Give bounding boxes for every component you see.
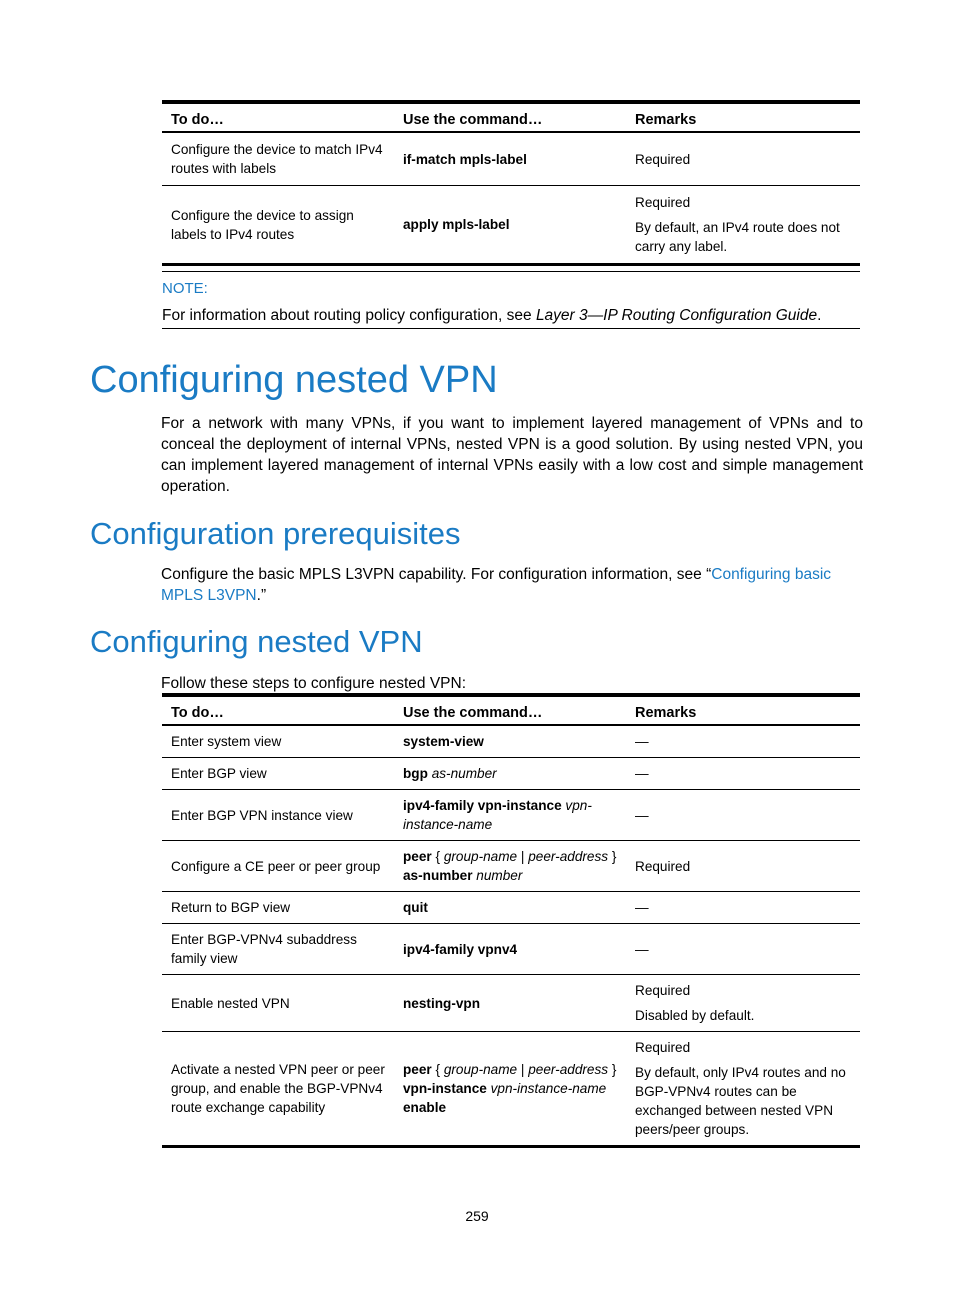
remark-text: Required: [635, 1040, 691, 1055]
remarks-cell: [626, 725, 860, 758]
command-cell: [394, 132, 626, 186]
todo-cell: Enter system view: [162, 725, 394, 758]
remarks-cell: [626, 892, 860, 924]
todo-cell: Configure a CE peer or peer group: [162, 841, 394, 892]
command-syntax: {: [431, 1062, 444, 1077]
prerequisites-paragraph: [161, 564, 863, 606]
todo-cell: Activate a nested VPN peer or peer group, and enable the BGP-VPNv4 route exchange capability: [171, 1062, 385, 1115]
remarks-cell: [626, 758, 860, 790]
command-cell: [394, 1032, 626, 1147]
table-row: [162, 758, 860, 790]
header-todo: To do…: [162, 695, 394, 725]
command-keyword: apply mpls-label: [403, 217, 510, 232]
table-row: [162, 924, 860, 975]
header-remarks: Remarks: [626, 102, 860, 132]
section-title-nested-vpn: Configuring nested VPN: [90, 359, 498, 401]
note-text-after: .: [817, 307, 822, 324]
page-number: 259: [465, 1208, 489, 1224]
command-syntax: |: [517, 1062, 529, 1077]
header-command: Use the command…: [394, 102, 626, 132]
remark-text: Required: [635, 858, 691, 874]
remarks-cell: [626, 186, 860, 265]
section-title-configuring-nested-vpn: Configuring nested VPN: [90, 624, 423, 659]
remarks-cell: [626, 790, 860, 841]
command-argument: peer-address: [528, 849, 609, 864]
prereq-text-before: Configure the basic MPLS L3VPN capability. For configuration information, see “: [161, 566, 712, 583]
command-keyword: enable: [403, 1100, 447, 1115]
routing-policy-table: [162, 100, 860, 266]
todo-cell: Enter BGP view: [162, 758, 394, 790]
command-cell: [394, 975, 626, 1032]
command-argument: peer-address: [528, 1062, 609, 1077]
table-row: [162, 725, 860, 758]
remark-text: —: [635, 734, 649, 749]
nested-vpn-steps-table: [162, 693, 860, 1148]
remark-text: —: [635, 766, 649, 781]
remark-text: By default, an IPv4 route does not carry any label.: [635, 220, 840, 254]
command-keyword: peer: [403, 1062, 432, 1077]
todo-cell: Configure the device to match IPv4 routes with labels: [162, 132, 394, 186]
table-row: [162, 975, 860, 1032]
command-keyword: quit: [403, 900, 428, 915]
note-box: [162, 271, 860, 329]
command-argument: vpn-instance-name: [490, 1081, 607, 1096]
steps-intro: Follow these steps to configure nested VPN:: [161, 675, 466, 692]
command-cell: [394, 758, 626, 790]
section-intro-paragraph: For a network with many VPNs, if you want to implement layered management of VPNs and to conceal the deployment of internal VPNs, nested VPN is a good solution. By using nested VPN, you can implement layered management of internal VPNs easily with a low cost and simple management operation.: [161, 415, 863, 495]
table-row: [162, 132, 860, 186]
remarks-cell: [626, 841, 860, 892]
command-syntax: |: [517, 849, 529, 864]
command-cell: [394, 841, 626, 892]
command-keyword: peer: [403, 849, 432, 864]
command-argument: group-name: [443, 1062, 518, 1077]
remark-text: —: [635, 900, 649, 915]
command-cell: [394, 790, 626, 841]
remark-text: —: [635, 807, 649, 823]
table-body: [162, 132, 860, 265]
command-cell: [394, 892, 626, 924]
command-argument: number: [476, 868, 523, 883]
command-syntax: }: [608, 849, 617, 864]
remark-text: By default, only IPv4 routes and no BGP-VPNv4 routes can be exchanged between nested VPN peers/peer groups.: [635, 1065, 846, 1137]
remarks-cell: [626, 132, 860, 186]
command-keyword: system-view: [403, 734, 484, 749]
table-body: [162, 725, 860, 1147]
remark-text: Required: [635, 195, 691, 210]
header-todo: To do…: [162, 102, 394, 132]
todo-cell: Return to BGP view: [162, 892, 394, 924]
command-keyword: bgp: [403, 766, 432, 781]
todo-cell: Configure the device to assign labels to IPv4 routes: [171, 207, 354, 242]
command-keyword: as-number: [403, 868, 477, 883]
guide-reference: Layer 3—IP Routing Configuration Guide: [535, 307, 818, 324]
section-title-prerequisites: Configuration prerequisites: [90, 516, 461, 551]
command-argument: vpn-instance-name: [403, 798, 592, 832]
command-keyword: ipv4-family vpnv4: [403, 941, 518, 957]
note-label: NOTE:: [162, 280, 208, 297]
header-command: Use the command…: [394, 695, 626, 725]
todo-cell: Enter BGP VPN instance view: [162, 790, 394, 841]
table-row: [162, 892, 860, 924]
command-keyword: vpn-instance: [403, 1081, 491, 1096]
remark-text: Required: [635, 151, 691, 167]
remarks-cell: [626, 924, 860, 975]
command-keyword: ipv4-family vpn-instance: [403, 798, 566, 813]
command-argument: as-number: [431, 766, 497, 781]
command-keyword: nesting-vpn: [403, 995, 481, 1011]
table-header-row: [162, 102, 860, 132]
remark-text: Disabled by default.: [635, 1008, 755, 1023]
prereq-text-after: .”: [256, 587, 267, 604]
todo-cell: Enter BGP-VPNv4 subaddress family view: [162, 924, 394, 975]
command-keyword: if-match mpls-label: [403, 151, 527, 167]
remarks-cell: [626, 975, 860, 1032]
note-text-before: For information about routing policy configuration, see: [162, 307, 536, 324]
table-row: [162, 186, 860, 265]
config-basic-l3vpn-link[interactable]: Configuring basic MPLS L3VPN: [161, 566, 832, 604]
command-cell: [394, 186, 626, 265]
table-row: [162, 1032, 860, 1147]
table-row: [162, 790, 860, 841]
command-syntax: }: [608, 1062, 617, 1077]
table-row: [162, 841, 860, 892]
remark-text: Required: [635, 983, 691, 998]
remark-text: —: [635, 941, 649, 957]
header-remarks: Remarks: [626, 695, 860, 725]
command-argument: group-name: [443, 849, 518, 864]
remarks-cell: [626, 1032, 860, 1147]
command-syntax: {: [431, 849, 444, 864]
note-text: [162, 307, 821, 325]
command-cell: [394, 924, 626, 975]
table-header-row: [162, 695, 860, 725]
command-cell: [394, 725, 626, 758]
todo-cell: Enable nested VPN: [162, 975, 394, 1032]
